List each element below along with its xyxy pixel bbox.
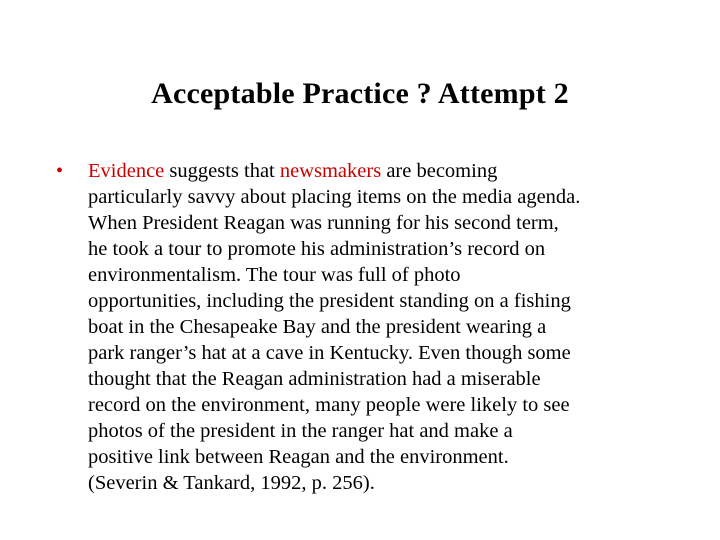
slide-title: Acceptable Practice ? Attempt 2 bbox=[151, 77, 569, 110]
paragraph-line: positive link between Reagan and the environment. bbox=[88, 446, 509, 468]
slide-body bbox=[56, 158, 666, 496]
paragraph-line: When President Reagan was running for his second term, bbox=[88, 212, 559, 234]
paragraph-line: opportunities, including the president standing on a fishing bbox=[88, 290, 571, 312]
paragraph-line: boat in the Chesapeake Bay and the president wearing a bbox=[88, 316, 547, 338]
bullet-item bbox=[56, 158, 666, 496]
paragraph-line bbox=[88, 158, 666, 184]
paragraph-line: thought that the Reagan administration had a miserable bbox=[88, 368, 541, 390]
citation-line: (Severin & Tankard, 1992, p. 256). bbox=[88, 472, 375, 494]
paragraph-text: suggests that bbox=[164, 160, 280, 182]
paragraph-line: photos of the president in the ranger hat and make a bbox=[88, 420, 513, 442]
paragraph-line: he took a tour to promote his administration’s record on bbox=[88, 238, 546, 260]
highlighted-word-newsmakers: newsmakers bbox=[279, 160, 382, 182]
highlighted-word-evidence: Evidence bbox=[88, 160, 165, 182]
paragraph-line: environmentalism. The tour was full of photo bbox=[88, 264, 461, 286]
paragraph-line: particularly savvy about placing items on the media agenda. bbox=[88, 186, 581, 208]
paragraph-line: park ranger’s hat at a cave in Kentucky. Even though some bbox=[88, 342, 571, 364]
paragraph-text: are becoming bbox=[381, 160, 498, 182]
bullet-icon: • bbox=[56, 160, 64, 182]
bullet-paragraph bbox=[88, 158, 666, 496]
paragraph-line: record on the environment, many people were likely to see bbox=[88, 394, 570, 416]
